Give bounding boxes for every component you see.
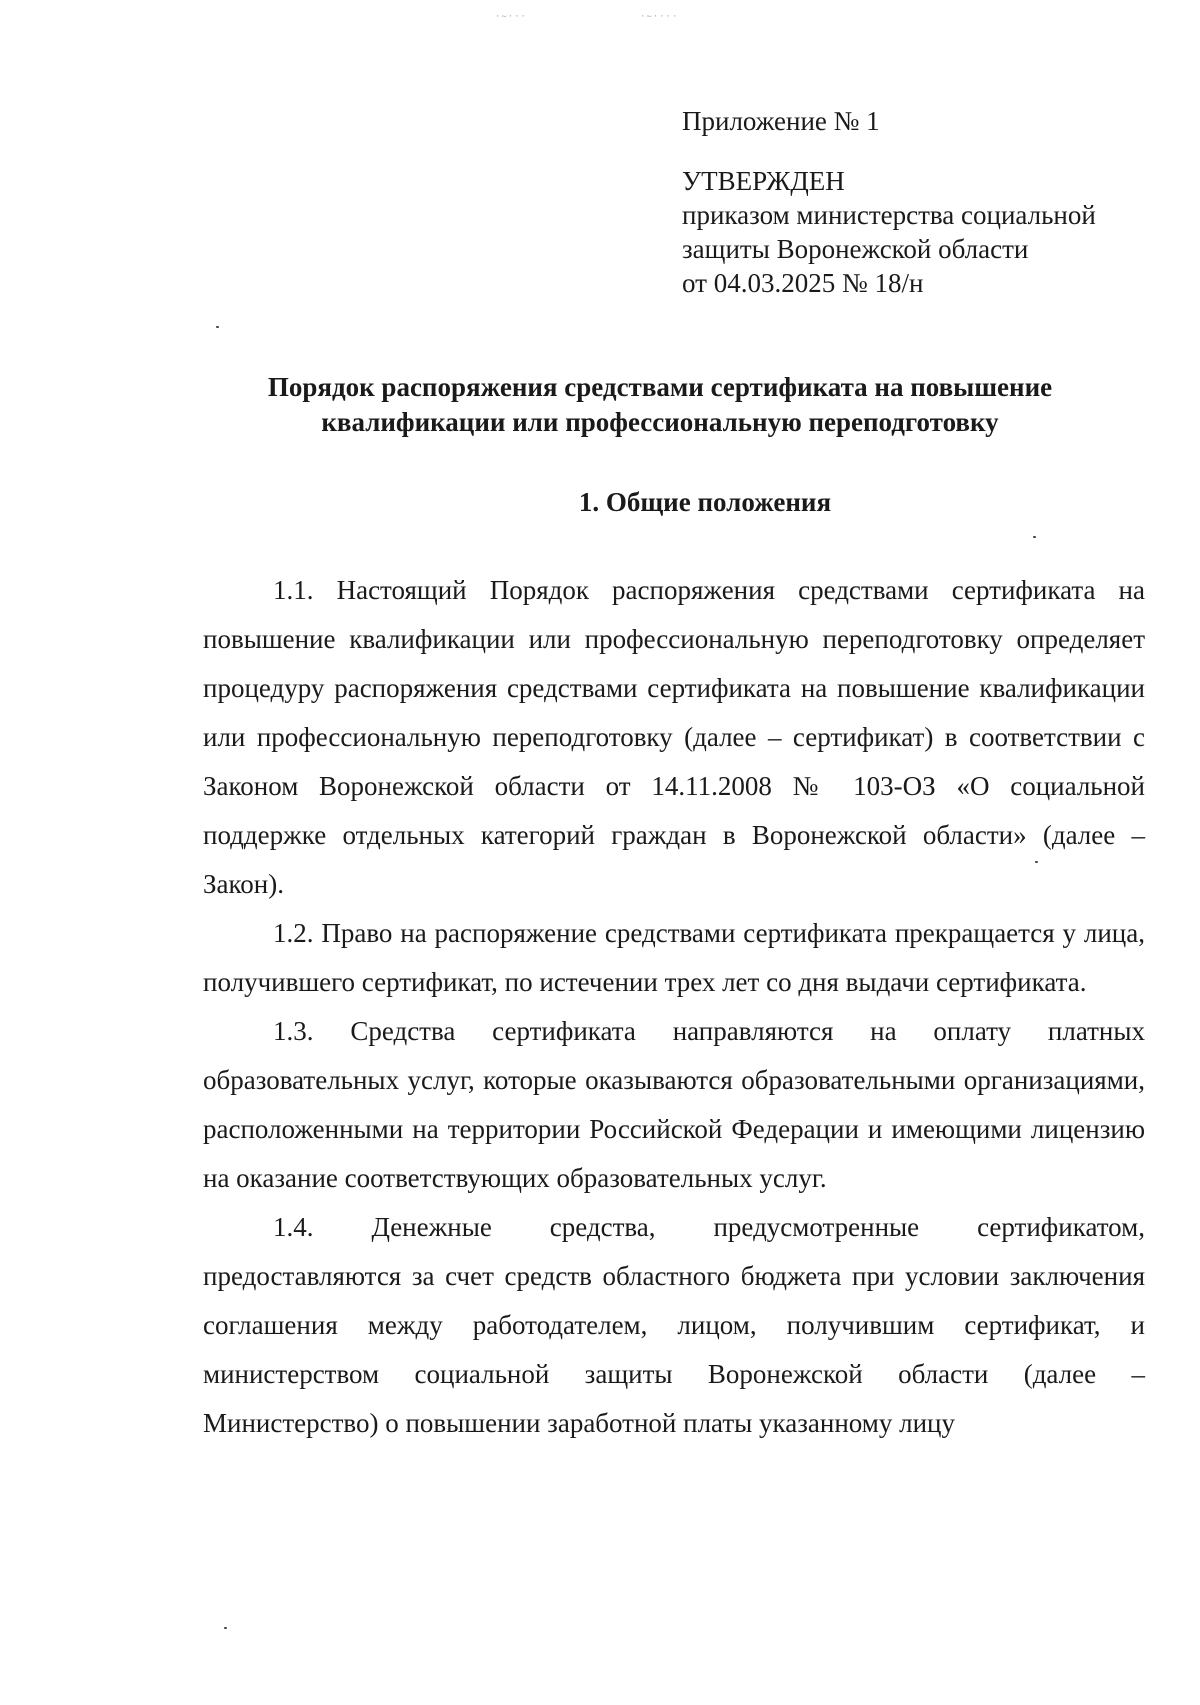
paragraph-1-3: 1.3. Средства сертификата направляются на оплату платных образовательных услуг, которые оказываются образовательными организациями, расположенными на территории Российской Федерации и имеющими лицензию на оказание соответствующих образовательных услуг. bbox=[203, 1016, 1145, 1193]
paragraph-1-2: 1.2. Право на распоряжение средствами сертификата прекращается у лица, получившего сертификат, по истечении трех лет со дня выдачи сертификата. bbox=[203, 918, 1145, 997]
approval-line-2: защиты Воронежской области bbox=[682, 234, 1029, 264]
document-body bbox=[203, 566, 1145, 1448]
approval-line-1: приказом министерства социальной bbox=[682, 200, 1096, 230]
approval-block bbox=[682, 104, 1096, 300]
approval-date-number: от 04.03.2025 № 18/н bbox=[682, 268, 924, 298]
section-heading: 1. Общие положения bbox=[578, 487, 832, 517]
document-title bbox=[200, 370, 1120, 440]
scan-speck bbox=[1033, 536, 1036, 538]
title-line-1: Порядок распоряжения средствами сертификата на повышение bbox=[267, 372, 1053, 402]
title-line-2: квалификации или профессиональную переподготовку bbox=[321, 407, 999, 437]
paragraph-1-1: 1.1. Настоящий Порядок распоряжения средствами сертификата на повышение квалификации или профессиональную переподготовку определяет процедуру распоряжения средствами сертификата на повышение квалификации или профессиональную переподготовку (далее – сертификат) в соответствии с Законом Воронежской области от 14.11.2008 № 103-ОЗ «О социальной поддержке отдельных категорий граждан в Воронежской области» (далее – Закон). bbox=[203, 575, 1145, 899]
scan-speck bbox=[216, 326, 219, 328]
scan-artifact: ⋅∼⋅⋅⋅⋅ bbox=[640, 12, 679, 22]
paragraph-1-4: 1.4. Денежные средства, предусмотренные сертификатом, предоставляются за счет средств областного бюджета при условии заключения соглашения между работодателем, лицом, получившим сертификат, и министерством социальной защиты Воронежской области (далее – Министерство) о повышении заработной платы указанному лицу bbox=[203, 1212, 1145, 1438]
scan-speck bbox=[224, 1627, 227, 1629]
appendix-number: Приложение № 1 bbox=[682, 106, 880, 136]
scan-artifact: ⋅∼⋅⋅⋅ bbox=[495, 12, 528, 22]
approval-stamp-heading: УТВЕРЖДЕН bbox=[682, 166, 845, 196]
